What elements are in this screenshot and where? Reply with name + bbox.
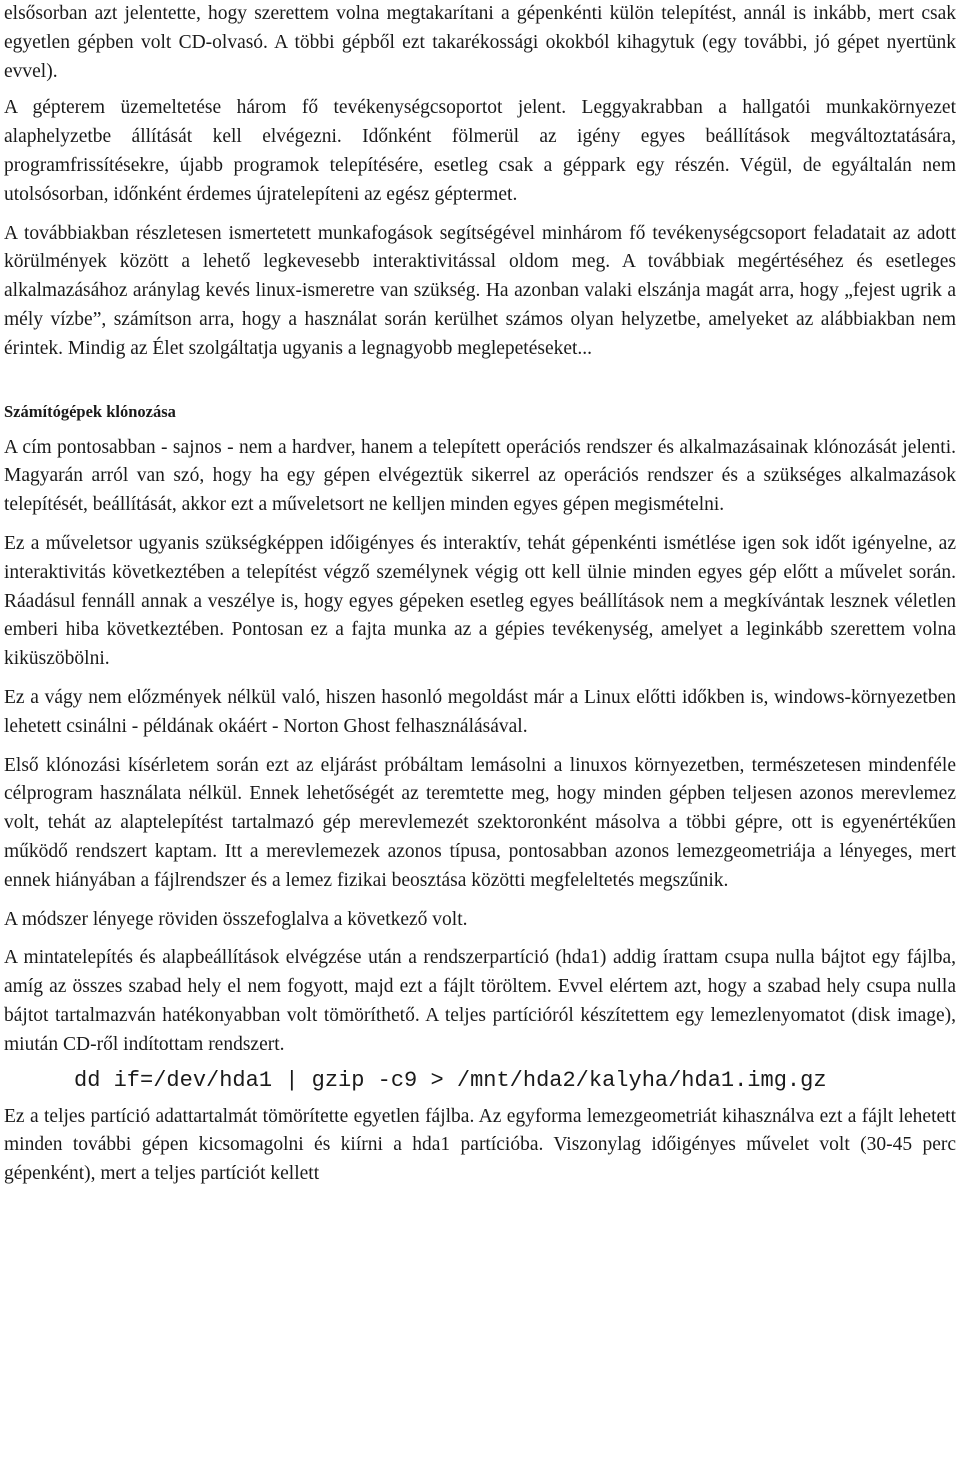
- document-page: [4, 0, 956, 1189]
- paragraph-title-meaning: A cím pontosabban - sajnos - nem a hardver, hanem a telepített operációs rendszer és alkalmazásainak klónozását jelenti. Magyarán arról van szó, hogy ha egy gépen elvégeztük sikerrel az operációs rendszer és a szükséges alkalmazások telepítését, beállítását, akkor ezt a műveletsort ne kelljen minden egyes gépen megismételni.: [4, 436, 956, 516]
- paragraph-history: Ez a vágy nem előzmények nélkül való, hiszen hasonló megoldást már a Linux előtti időkben is, windows-környezetben lehetett csinálni - példának okáért - Norton Ghost felhasználásával.: [4, 686, 956, 737]
- paragraph-method-summary: A módszer lényege röviden összefoglalva a következő volt.: [4, 908, 468, 930]
- code-command: dd if=/dev/hda1 | gzip -c9 > /mnt/hda2/kalyha/hda1.img.gz: [74, 1067, 827, 1093]
- paragraph-methods: A továbbiakban részletesen ismertetett munkafogások segítségével minhárom fő tevékenységcsoport feladatait az adott körülmények között a lehető legkevesebb interaktivitással oldom meg. A továbbiak megértéséhez és esetleges alkalmazásához aránylag kevés linux-ismeretre van szükség. Ha azonban valaki elszánja magát arra, hogy „fejest ugrik a mély vízbe”, számítson arra, hogy a használat során kerülhet számos olyan helyzetbe, amelyeket az alábbiakban nem érintek. Mindig az Élet szolgáltatja ugyanis a legnagyobb meglepetéseket...: [4, 222, 956, 359]
- paragraph-operations: A gépterem üzemeltetése három fő tevékenységcsoportot jelent. Leggyakrabban a hallgatói munkakörnyezet alaphelyzetbe állítását kell elvégezni. Időnként fölmerül az igény egyes beállítások megváltoztatására, programfrissítésekre, újabb programok telepítésére, esetleg csak a géppark egy részén. Végül, de egyáltalán nem utolsósorban, időnként érdemes újratelepíteni az egész géptermet.: [4, 97, 956, 205]
- paragraph-intro: elsősorban azt jelentette, hogy szerettem volna megtakarítani a gépenkénti külön telepítést, annál is inkább, mert csak egyetlen gépben volt CD-olvasó. A többi gépből ezt takarékossági okokból kihagytuk (egy további, jó gépet nyertünk evvel).: [4, 3, 956, 82]
- paragraph-result: Ez a teljes partíció adattartalmát tömörítette egyetlen fájlba. Az egyforma lemezgeometriát kihasználva ezt a fájlt lehetett minden további gépen kicsomagolni és kiírni a hda1 partícióba. Viszonylag időigényes művelet volt (30-45 perc gépenként), mert a teljes partíciót kellett: [4, 1105, 956, 1185]
- paragraph-procedure: A mintatelepítés és alapbeállítások elvégzése után a rendszerpartíció (hda1) addig írattam csupa nulla bájtot egy fájlba, amíg az összes szabad hely el nem fogyott, majd ezt a fájlt töröltem. Evvel elértem azt, hogy a szabad hely csupa nulla bájtot tartalmazván hatékonyabban volt tömöríthető. A teljes partícióról készítettem egy lemezlenyomatot (disk image), miután CD-ről indítottam rendszert.: [4, 947, 956, 1055]
- paragraph-first-attempt: Első klónozási kísérletem során ezt az eljárást próbáltam lemásolni a linuxos környezetben, természetesen mindenféle célprogram használata nélkül. Ennek lehetőségét az teremtette meg, hogy minden gépben teljesen azonos merevlemez volt, tehát az alaptelepítést tartalmazó gép merevlemezét szektoronként másolva a többi gépre, ott is egyenértékűen működő rendszert kaptam. Itt a merevlemezek azonos típusa, pontosabban azonos lemezgeometriája a lényeges, mert ennek hiányában a fájlrendszer és a lemez fizikai beosztása közötti megfeleltetés megszűnik.: [4, 754, 956, 891]
- section-heading: Számítógépek klónozása: [4, 401, 176, 421]
- paragraph-interactivity: Ez a műveletsor ugyanis szükségképpen időigényes és interaktív, tehát gépenkénti ismétlése igen sok időt igényelne, az interaktivitás következtében a telepítést végző személynek végig ott kell ülnie minden egyes gép előtt a művelet során. Ráadásul fennáll annak a veszélye is, hogy egyes gépeken esetleg egyes beállítások nem a megkívántak lesznek véletlen emberi hiba következtében. Pontosan ez a fajta munka az a gépies tevékenység, amelyet a leginkább szerettem volna kiküszöbölni.: [4, 532, 956, 670]
